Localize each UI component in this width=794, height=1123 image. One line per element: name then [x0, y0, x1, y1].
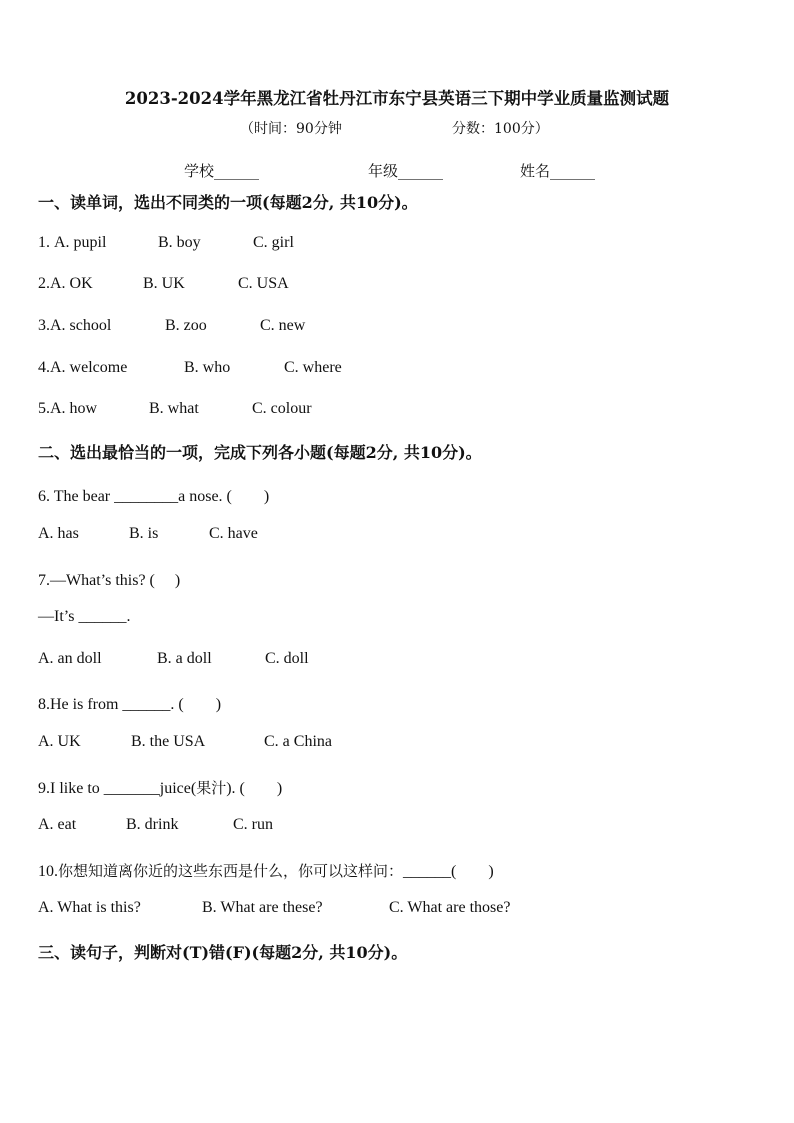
question-9-options: [38, 816, 273, 834]
section-1-heading: 一、读单词，选出不同类的一项(每题2分, 共10分)。: [38, 193, 418, 212]
question-9-text: 9.I like to _______juice(: [38, 780, 197, 797]
option-c: C. colour: [252, 400, 312, 417]
option-c: C. doll: [265, 650, 309, 667]
question-2: [38, 275, 289, 293]
option-a: A. school: [50, 317, 112, 334]
section-3-heading: 三、读句子，判断对(T)错(F)(每题2分, 共10分)。: [38, 943, 408, 962]
option-b: B. what: [149, 400, 199, 417]
exam-time: （时间：90分钟: [240, 121, 342, 137]
question-number: 10.: [38, 863, 58, 880]
option-b: B. a doll: [157, 650, 212, 667]
question-number: 2.: [38, 275, 50, 292]
question-6-options: [38, 525, 258, 543]
question-10-chinese: 你想知道离你近的这些东西是什么，你可以这样问：: [58, 862, 404, 880]
question-number: 1.: [38, 234, 54, 251]
question-9-chinese: 果汁: [196, 779, 227, 797]
option-a: A. an doll: [38, 650, 102, 667]
question-7-answer-line: —It’s ______.: [38, 608, 131, 625]
option-b: B. What are these?: [202, 899, 323, 916]
option-b: B. is: [129, 525, 159, 542]
exam-score: 分数：100分）: [452, 121, 549, 137]
option-a: A. welcome: [50, 359, 128, 376]
option-c: C. where: [284, 359, 342, 376]
question-9-end: ). ( ): [226, 780, 283, 797]
option-a: A. What is this?: [38, 899, 141, 916]
option-c: C. new: [260, 317, 306, 334]
question-4: [38, 359, 342, 377]
question-8-stem: 8.He is from ______. ( ): [38, 696, 222, 713]
option-c: C. What are those?: [389, 899, 511, 916]
option-b: B. who: [184, 359, 231, 376]
question-10-options: [38, 899, 510, 917]
grade-field: 年级______: [368, 162, 444, 180]
option-c: C. girl: [253, 234, 294, 251]
option-b: B. boy: [158, 234, 201, 251]
question-8-options: [38, 733, 332, 751]
name-field: 姓名______: [520, 162, 596, 180]
option-c: C. run: [233, 816, 273, 833]
question-7-options: [38, 650, 309, 668]
option-a: A. has: [38, 525, 79, 542]
option-c: C. a China: [264, 733, 332, 750]
section-2-heading: 二、选出最恰当的一项，完成下列各小题(每题2分, 共10分)。: [38, 443, 482, 462]
option-b: B. zoo: [165, 317, 207, 334]
question-6-stem: 6. The bear ________a nose. ( ): [38, 488, 270, 505]
question-1: [38, 234, 294, 252]
question-10-stem: [38, 858, 494, 881]
question-3: [38, 317, 305, 335]
question-10-end: ______( ): [403, 863, 494, 880]
option-a: A. how: [50, 400, 98, 417]
question-5: [38, 400, 312, 418]
page-title: 2023-2024学年黑龙江省牡丹江市东宁县英语三下期中学业质量监测试题: [124, 89, 670, 108]
question-number: 5.: [38, 400, 50, 417]
option-b: B. drink: [126, 816, 179, 833]
option-a: A. pupil: [54, 234, 107, 251]
question-7-stem: 7.—What’s this? ( ): [38, 572, 181, 589]
question-number: 3.: [38, 317, 50, 334]
option-c: C. USA: [238, 275, 289, 292]
option-b: B. the USA: [131, 733, 206, 750]
option-a: A. UK: [38, 733, 81, 750]
option-a: A. OK: [50, 275, 93, 292]
school-field: 学校______: [184, 162, 260, 180]
question-9-stem: [38, 775, 282, 798]
question-number: 4.: [38, 359, 50, 376]
option-b: B. UK: [143, 275, 185, 292]
option-c: C. have: [209, 525, 258, 542]
option-a: A. eat: [38, 816, 77, 833]
